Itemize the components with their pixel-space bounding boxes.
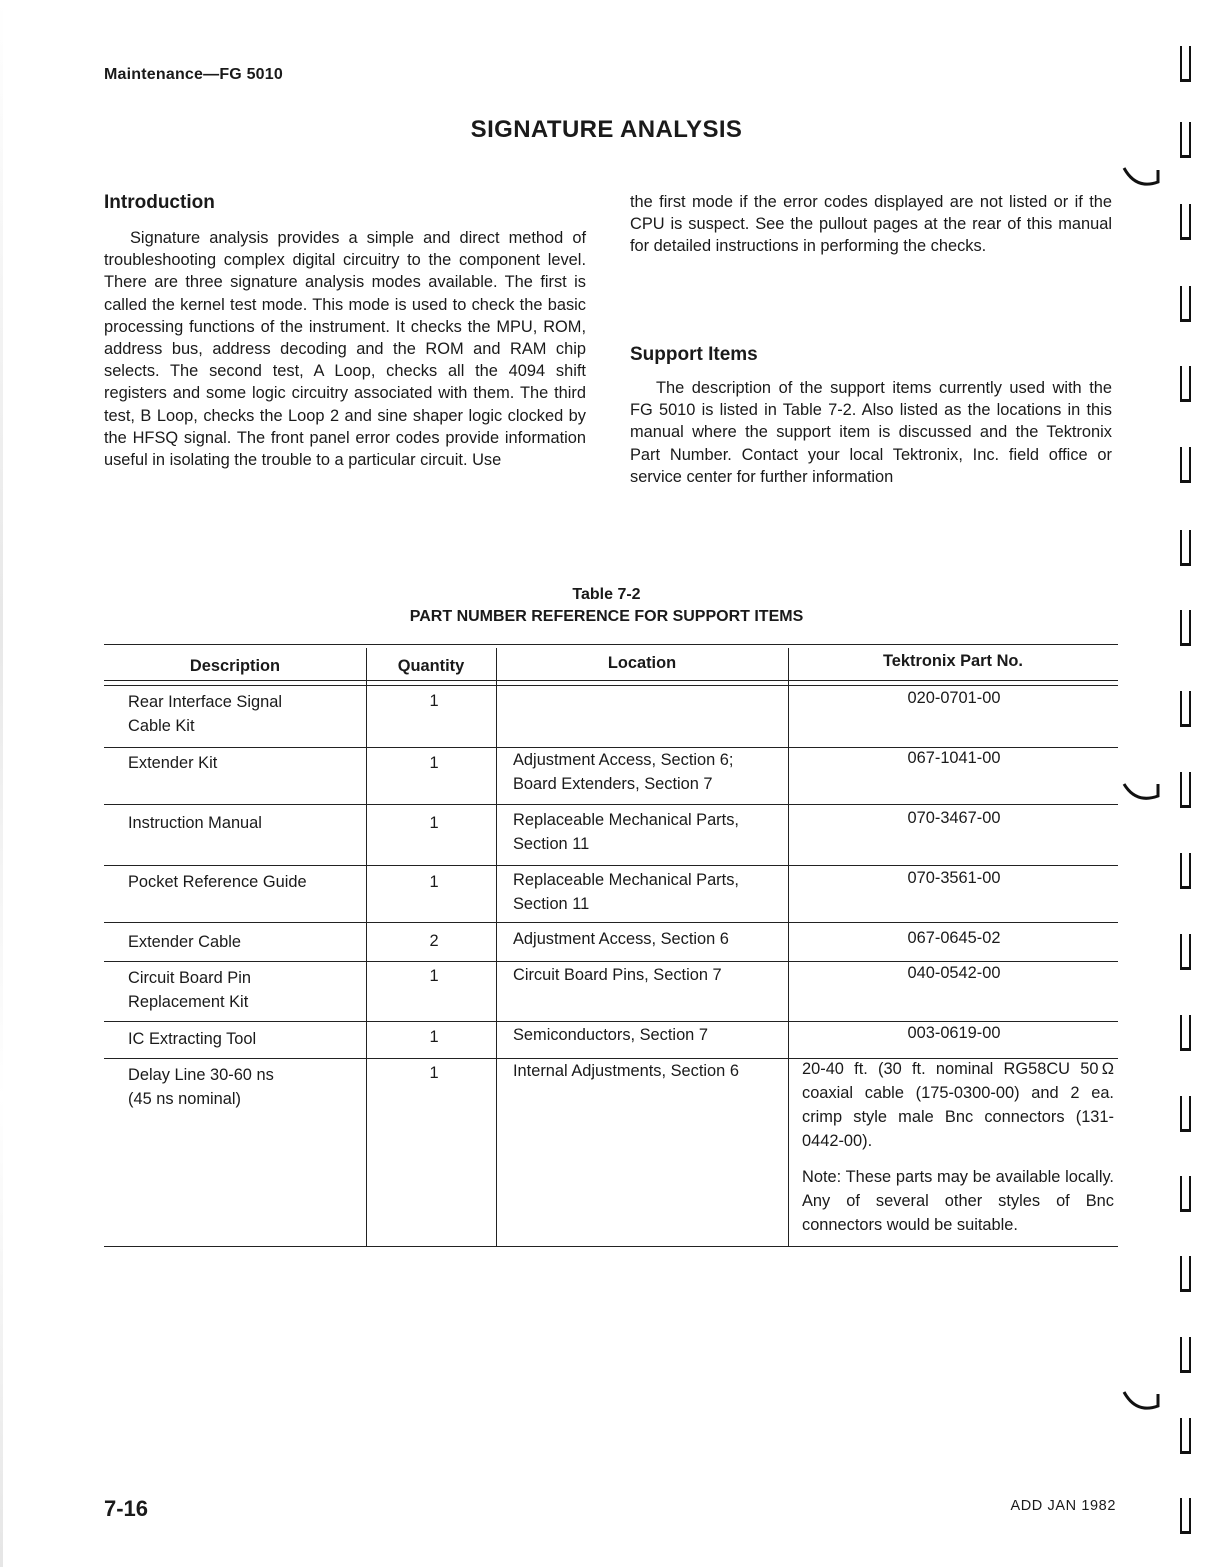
- location-line: Replaceable Mechanical Parts,: [513, 871, 739, 889]
- quantity-cell: 1: [429, 754, 439, 772]
- location-line: Section 11: [513, 895, 590, 913]
- binder-hole-curve: [1122, 164, 1162, 192]
- part-number-cell: 020-0701-00: [907, 689, 1001, 707]
- scan-edge: [0, 0, 3, 1567]
- binder-mark: [1180, 610, 1191, 646]
- column-header-description: Description: [189, 657, 281, 675]
- description-line: Replacement Kit: [128, 993, 249, 1011]
- column-header-location: Location: [607, 654, 677, 672]
- binder-hole-curve: [1122, 1388, 1162, 1416]
- part-number-cell: 040-0542-00: [907, 964, 1001, 982]
- support-items-table: [104, 644, 1118, 1248]
- location-line: Board Extenders, Section 7: [513, 775, 713, 793]
- binder-mark: [1180, 1015, 1191, 1051]
- location-line: Replaceable Mechanical Parts,: [513, 811, 739, 829]
- column-header-quantity: Quantity: [397, 657, 465, 675]
- part-number-cell: 067-1041-00: [907, 749, 1001, 767]
- location-cell: [513, 927, 793, 951]
- binder-hole-curve: [1122, 778, 1162, 806]
- description-line: Circuit Board Pin: [128, 969, 251, 987]
- location-line: Semiconductors, Section 7: [513, 1026, 708, 1044]
- table-rule: [104, 680, 1118, 681]
- location-cell: [513, 808, 793, 856]
- binder-mark: [1180, 447, 1191, 483]
- column-header-part-no: Tektronix Part No.: [883, 652, 1023, 670]
- location-line: Section 11: [513, 835, 590, 853]
- location-line: Circuit Board Pins, Section 7: [513, 966, 722, 984]
- table-rule: [104, 1246, 1118, 1247]
- quantity-cell: 1: [429, 814, 439, 832]
- table-rule: [104, 922, 1118, 923]
- support-items-heading: Support Items: [630, 344, 758, 365]
- location-line: Adjustment Access, Section 6: [513, 930, 729, 948]
- binder-mark: [1180, 46, 1191, 82]
- description-line: Extender Kit: [128, 754, 218, 772]
- table-row: [128, 1027, 364, 1051]
- description-line: Cable Kit: [128, 717, 195, 735]
- binder-mark: [1180, 122, 1191, 158]
- introduction-paragraph: Signature analysis provides a simple and direct method of troubleshooting complex digital circuitry to the component level. There are three signature analysis modes available. The first is called the kernel test mode. This mode is used to check the basic processing functions of the instrument. It checks the MPU, ROM, address bus, address decoding and the ROM and RAM chip selects. The second test, A Loop, checks all the 4094 shift registers and some logic circuitry associated with them. The third test, B Loop, checks the Loop 2 and sine shaper logic clocked by the HFSQ signal. The front panel error codes provide information useful in isolating the trouble to a particular circuit. Use: [104, 229, 586, 470]
- table-row: [128, 751, 364, 775]
- binder-mark: [1180, 1498, 1191, 1534]
- quantity-cell: 1: [429, 967, 439, 985]
- binder-mark: [1180, 691, 1191, 727]
- description-line: Instruction Manual: [128, 814, 262, 832]
- table-row: [128, 690, 364, 738]
- quantity-cell: 1: [429, 873, 439, 891]
- table-rule: [104, 644, 1118, 645]
- part-number-cell: 070-3561-00: [907, 869, 1001, 887]
- location-line: Adjustment Access, Section 6;: [513, 751, 734, 769]
- page-number: 7-16: [104, 1496, 149, 1521]
- location-cell: [513, 748, 793, 796]
- description-line: Pocket Reference Guide: [128, 873, 307, 891]
- binder-mark: [1180, 853, 1191, 889]
- quantity-cell: 1: [429, 692, 439, 710]
- location-cell: [513, 1059, 793, 1083]
- part-number-cell: 067-0645-02: [907, 929, 1001, 947]
- binder-mark: [1180, 1176, 1191, 1212]
- binder-mark: [1180, 530, 1191, 566]
- binder-mark: [1180, 1256, 1191, 1292]
- table-row: [128, 1063, 364, 1111]
- part-number-note: Note: These parts may be available locally. Any of several other styles of Bnc connectors would be suitable.: [802, 1168, 1114, 1234]
- part-number-cell: 003-0619-00: [907, 1024, 1001, 1042]
- support-items-paragraph: The description of the support items currently used with the FG 5010 is listed in Table 7-2. Also listed as the locations in this manual where the support item is discussed and the Tektronix Part Number. Contact your local Tektronix, Inc. field office or service center for further information: [630, 379, 1112, 486]
- running-header: Maintenance—FG 5010: [104, 66, 283, 83]
- quantity-cell: 2: [429, 932, 439, 950]
- location-cell: [513, 1023, 793, 1047]
- location-line: Internal Adjustments, Section 6: [513, 1062, 739, 1080]
- table-row: [128, 966, 364, 1014]
- description-line: Rear Interface Signal: [128, 693, 282, 711]
- table-caption-title: PART NUMBER REFERENCE FOR SUPPORT ITEMS: [409, 608, 804, 625]
- binder-mark: [1180, 366, 1191, 402]
- page-title: SIGNATURE ANALYSIS: [470, 116, 743, 143]
- location-cell: [513, 868, 793, 916]
- introduction-continuation: the first mode if the error codes displayed are not listed or if the CPU is suspect. See the pullout pages at the rear of this manual for detailed instructions in performing the checks.: [630, 193, 1112, 256]
- table-row: [128, 870, 364, 894]
- table-rule: [104, 804, 1118, 805]
- binder-mark: [1180, 934, 1191, 970]
- table-column-rule: [366, 648, 367, 1246]
- location-cell: [513, 963, 793, 987]
- binder-mark: [1180, 772, 1191, 808]
- binder-mark: [1180, 1337, 1191, 1373]
- description-line: (45 ns nominal): [128, 1090, 241, 1108]
- binder-mark: [1180, 204, 1191, 240]
- description-line: Extender Cable: [128, 933, 241, 951]
- table-row: [128, 811, 364, 835]
- part-number-cell: 070-3467-00: [907, 809, 1001, 827]
- description-line: IC Extracting Tool: [128, 1030, 257, 1048]
- table-row: [128, 930, 364, 954]
- part-number-description: 20-40 ft. (30 ft. nominal RG58CU 50 Ω coaxial cable (175-0300-00) and 2 ea. crimp style male Bnc connectors (131-0442-00).: [802, 1060, 1114, 1150]
- quantity-cell: 1: [429, 1064, 439, 1082]
- table-caption-number: Table 7-2: [572, 586, 641, 603]
- quantity-cell: 1: [429, 1028, 439, 1046]
- binder-mark: [1180, 1418, 1191, 1454]
- introduction-heading: Introduction: [104, 192, 215, 213]
- binder-mark: [1180, 286, 1191, 322]
- description-line: Delay Line 30-60 ns: [128, 1066, 274, 1084]
- binder-mark: [1180, 1096, 1191, 1132]
- revision-date: ADD JAN 1982: [1010, 1498, 1116, 1514]
